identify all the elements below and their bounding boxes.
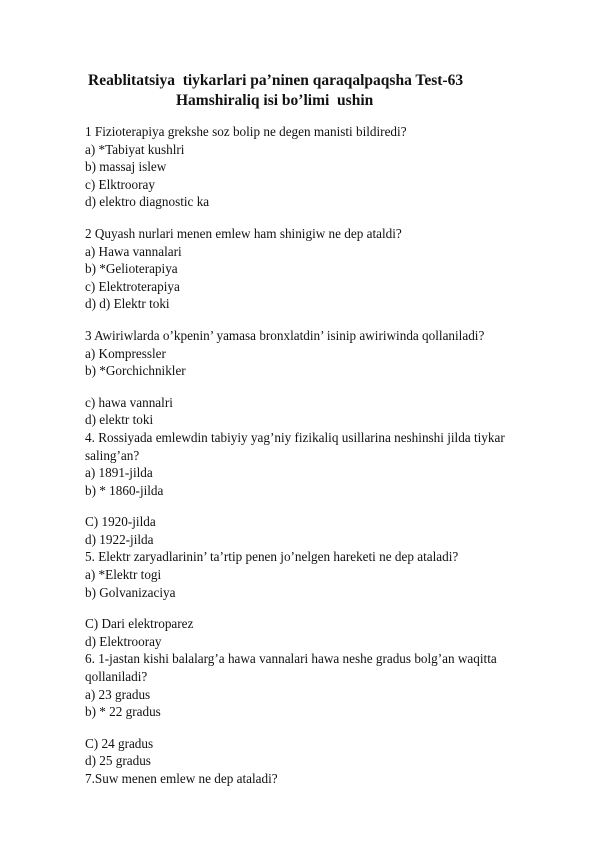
question-3: 3 Awiriwlarda o’kpenin’ yamasa bronxlatdin’ isinip awiriwinda qollaniladi?	[85, 327, 485, 343]
q5-option-c: C) Dari elektroparez	[85, 616, 194, 632]
spacer	[85, 601, 555, 615]
spacer	[85, 721, 555, 735]
q3-option-c: c) hawa vannalri	[85, 394, 173, 410]
document-title-line2: Hamshiraliq isi bo’limi ushin	[176, 92, 374, 109]
q2-option-b: b) *Gelioterapiya	[85, 261, 178, 277]
q3-option-a: a) Kompressler	[85, 345, 166, 361]
q4-option-c: C) 1920-jilda	[85, 514, 156, 530]
question-4: 4. Rossiyada emlewdin tabiyiy yag’niy fizikaliq usillarina neshinshi jilda tiykar saling’an?	[85, 429, 509, 463]
q1-option-d: d) elektro diagnostic ka	[85, 194, 210, 210]
question-1: 1 Fizioterapiya grekshe soz bolip ne degen manisti bildiredi?	[85, 124, 407, 139]
q3-option-d: d) elektr toki	[85, 412, 154, 428]
question-6: 6. 1-jastan kishi balalarg’a hawa vannalari hawa neshe gradus bolg’an waqitta qollaniladi?	[85, 651, 501, 685]
question-7: 7.Suw menen emlew ne dep ataladi?	[85, 771, 278, 786]
q2-option-d: d) d) Elektr toki	[85, 296, 170, 312]
question-5: 5. Elektr zaryadlarinin’ ta’rtip penen jo’nelgen hareketi ne dep ataladi?	[85, 549, 459, 565]
question-2: 2 Quyash nurlari menen emlew ham shinigiw ne dep ataldi?	[85, 225, 402, 241]
spacer	[85, 211, 555, 225]
q4-option-a: a) 1891-jilda	[85, 465, 153, 481]
spacer	[85, 380, 555, 394]
q4-option-d: d) 1922-jilda	[85, 531, 154, 547]
document-title-line1: Reablitatsiya tiykarlari pa’ninen qaraqalpaqsha Test-63	[88, 72, 464, 89]
questions-body	[85, 123, 555, 788]
q1-option-b: b) massaj islew	[85, 159, 167, 175]
q6-option-c: C) 24 gradus	[85, 735, 154, 751]
q4-option-b: b) * 1860-jilda	[85, 482, 164, 498]
q2-option-c: c) Elektroterapiya	[85, 278, 180, 294]
q6-option-b: b) * 22 gradus	[85, 704, 161, 720]
q2-option-a: a) Hawa vannalari	[85, 243, 182, 259]
q6-option-d: d) 25 gradus	[85, 753, 151, 769]
q3-option-b: b) *Gorchichnikler	[85, 363, 186, 379]
q5-option-a: a) *Elektr togi	[85, 567, 162, 583]
spacer	[85, 313, 555, 327]
q5-option-b: b) Golvanizaciya	[85, 584, 176, 600]
spacer	[85, 499, 555, 513]
q1-option-c: c) Elktrooray	[85, 176, 155, 192]
q5-option-d: d) Elektrooray	[85, 633, 162, 649]
q1-option-a: a) *Tabiyat kushlri	[85, 141, 185, 157]
q6-option-a: a) 23 gradus	[85, 686, 151, 702]
